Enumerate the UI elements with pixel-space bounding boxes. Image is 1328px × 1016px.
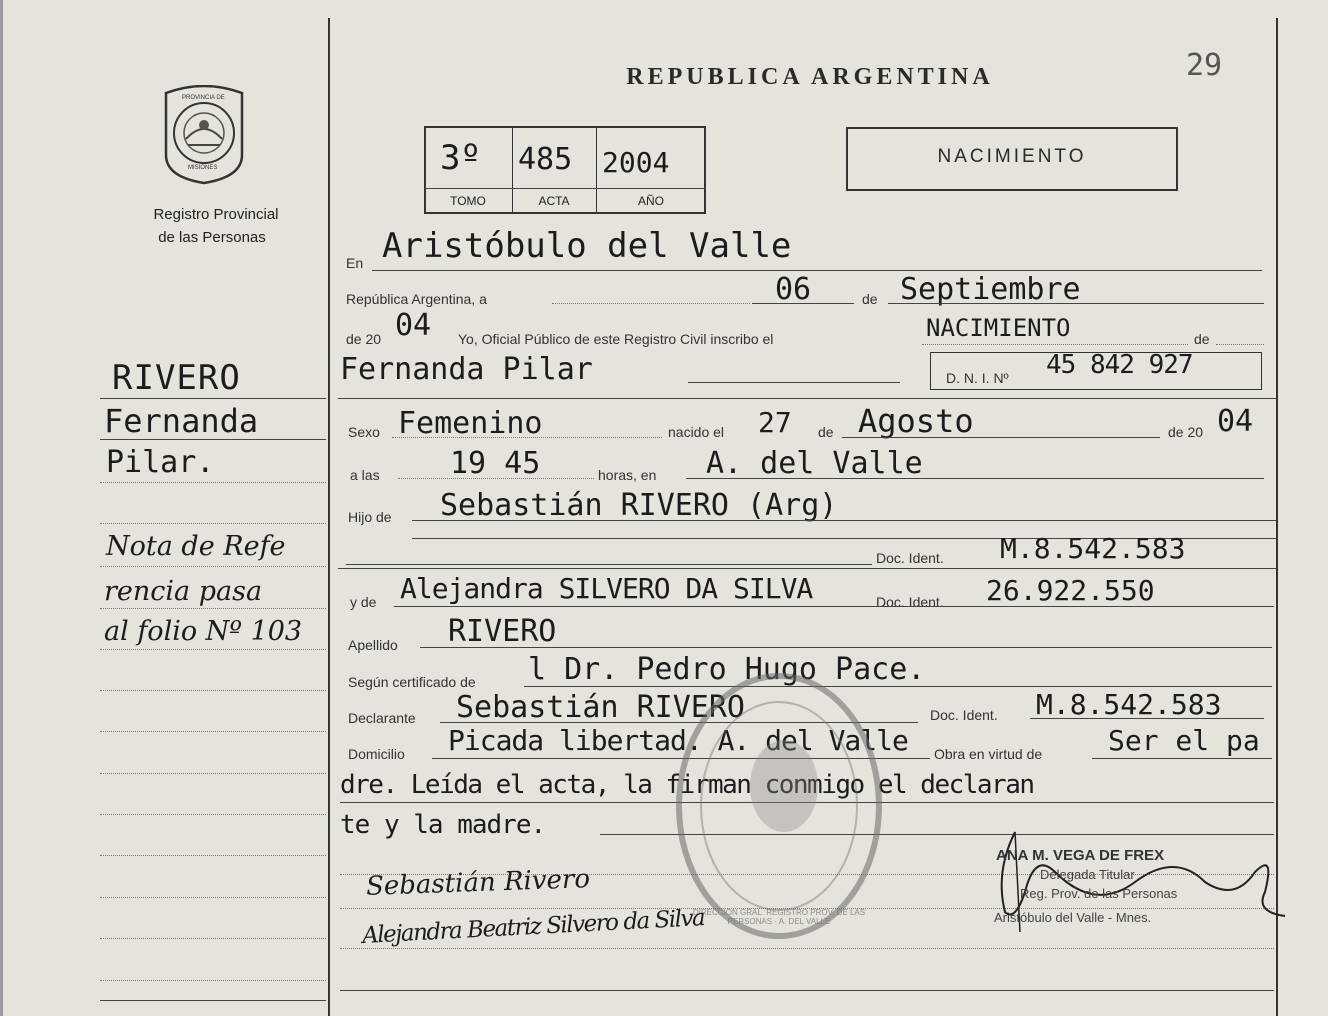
value-apellido: RIVERO [448, 614, 557, 649]
page-number: 29 [1186, 48, 1223, 83]
margin-line [100, 690, 326, 691]
acta-label: ACTA [538, 194, 570, 208]
value-medico: l Dr. Pedro Hugo Pace. [528, 652, 926, 687]
label-de1: de [862, 291, 878, 307]
official-title: Delegada Titular [1040, 867, 1135, 882]
label-de-20: de 20 [346, 331, 382, 347]
signature-line [340, 990, 1274, 991]
country-heading: REPUBLICA ARGENTINA [626, 64, 994, 90]
signature-line [340, 948, 1274, 949]
official-office: Reg. Prov. de las Personas [1020, 886, 1178, 901]
label-a-las: a las [350, 467, 380, 483]
label-doc3: Doc. Ident. [930, 707, 998, 723]
margin-line [100, 897, 326, 898]
label-de2: de [1194, 331, 1210, 347]
value-nombre: Fernanda Pilar [340, 352, 593, 387]
margin-surname: RIVERO [112, 358, 241, 398]
label-hijo: Hijo de [348, 509, 392, 525]
margin-note-line2: rencia pasa [104, 576, 263, 607]
value-obra-1: Ser el pa [1108, 724, 1260, 757]
margin-line [100, 773, 326, 774]
value-nac-mes: Agosto [858, 402, 974, 440]
line-lugar-nac [686, 478, 1264, 479]
line-dia [752, 303, 854, 304]
label-domicilio: Domicilio [348, 746, 405, 762]
margin-line [100, 1000, 326, 1001]
value-obra-3: te y la madre. [340, 810, 546, 840]
line-dia-blank [552, 303, 750, 304]
ano-label: AÑO [637, 194, 664, 208]
label-apellido: Apellido [348, 637, 398, 653]
stamp-text: DIRECCIÓN GRAL. REGISTRO PROV. DE LAS PERSONAS · A. DEL VALLE [692, 908, 866, 926]
registry-name-line2: de las Personas [158, 229, 266, 246]
label-y-de: y de [350, 594, 377, 610]
margin-note-line1: Nota de Refe [106, 531, 286, 562]
registry-name-line1: Registro Provincial [153, 206, 279, 223]
value-dni: 45 842 927 [1046, 350, 1193, 380]
value-padre-doc: M.8.542.583 [1000, 532, 1186, 565]
value-nac-anio: 04 [1217, 404, 1254, 439]
book-box-divider [424, 188, 706, 189]
margin-middle-name: Pilar. [106, 445, 215, 480]
line-nombre [688, 382, 900, 383]
seal-bottom-text: MISIONES [188, 165, 218, 171]
margin-first-name: Fernanda [104, 402, 259, 440]
value-anio: 04 [395, 308, 432, 343]
line-declarante-doc [1030, 718, 1264, 719]
ano-value: 2004 [602, 146, 670, 179]
section-rule [338, 398, 1276, 399]
margin-note-line3: al folio Nº 103 [104, 616, 303, 647]
label-dni: D. N. I. Nº [946, 370, 1009, 386]
label-declarante: Declarante [348, 710, 416, 726]
value-madre-doc: 26.922.550 [986, 574, 1155, 607]
record-type: NACIMIENTO [937, 146, 1087, 167]
label-en: En [346, 255, 364, 271]
margin-line [100, 523, 326, 524]
line-madre [394, 606, 1274, 607]
label-doc1: Doc. Ident. [876, 550, 944, 566]
label-yo: Yo, Oficial Público de este Registro Civil inscribo el [458, 331, 774, 347]
signature-mother: Alejandra Beatriz Silvero da Silva [361, 905, 705, 949]
value-padre: Sebastián RIVERO (Arg) [440, 488, 838, 523]
value-dia: 06 [775, 272, 812, 307]
value-declarante-doc: M.8.542.583 [1036, 688, 1222, 721]
official-location: Aristóbulo del Valle - Mnes. [994, 910, 1152, 925]
section-rule [338, 568, 1276, 569]
value-lugar: Aristóbulo del Valle [382, 226, 792, 266]
margin-line [100, 439, 326, 440]
margin-line [100, 649, 326, 650]
official-stamp [672, 668, 886, 944]
value-hora: 19 45 [450, 446, 541, 481]
line-medico [524, 686, 1272, 687]
line-obra [1092, 758, 1272, 759]
label-segun: Según certificado de [348, 674, 476, 690]
signature-father: Sebastián Rivero [365, 864, 591, 902]
value-domicilio: Picada libertad. A. del Valle [448, 724, 908, 757]
margin-line [100, 566, 326, 567]
margin-line [100, 814, 326, 815]
line-lugar [372, 270, 1262, 271]
margin-line [100, 608, 326, 609]
line-hora [398, 478, 594, 479]
seal-emblem [162, 85, 246, 185]
line-sexo [392, 437, 662, 438]
value-sexo: Femenino [398, 406, 543, 441]
value-lugar-nac: A. del Valle [706, 446, 923, 481]
line-nac-mes [842, 437, 1160, 438]
acta-value: 485 [518, 142, 573, 177]
margin-line [100, 398, 326, 399]
line-acto [922, 344, 1188, 345]
label-de3: de [818, 424, 834, 440]
margin-divider [328, 18, 330, 1016]
label-horas: horas, en [598, 467, 657, 483]
label-nacido: nacido el [668, 424, 725, 440]
tomo-value: 3º [440, 138, 481, 178]
label-de20b: de 20 [1168, 424, 1204, 440]
value-obra-2: dre. Leída el acta, la firman conmigo el declaran [340, 770, 1034, 800]
value-madre: Alejandra SILVERO DA SILVA [400, 572, 813, 605]
margin-line [100, 855, 326, 856]
line-apellido [420, 647, 1272, 648]
margin-line [100, 731, 326, 732]
label-sexo: Sexo [348, 424, 380, 440]
label-republica: República Argentina, a [346, 291, 487, 307]
line-mes [888, 303, 1264, 304]
line-padre-3 [346, 564, 872, 565]
line-padre [412, 520, 1276, 521]
label-doc2: Doc. Ident. [876, 594, 944, 610]
margin-line [100, 482, 326, 483]
value-acto: NACIMIENTO [926, 314, 1071, 342]
label-obra: Obra en virtud de [934, 746, 1043, 762]
margin-line [100, 980, 326, 981]
value-nac-dia: 27 [758, 406, 792, 439]
margin-line [100, 938, 326, 939]
official-name: ANA M. VEGA DE FREX [996, 847, 1165, 864]
tomo-label: TOMO [450, 194, 486, 208]
seal-top-text: PROVINCIA DE [182, 95, 225, 101]
left-fold [0, 0, 3, 1016]
value-declarante: Sebastián RIVERO [456, 690, 745, 725]
line-acto-end [1216, 344, 1264, 345]
value-mes: Septiembre [900, 272, 1081, 307]
